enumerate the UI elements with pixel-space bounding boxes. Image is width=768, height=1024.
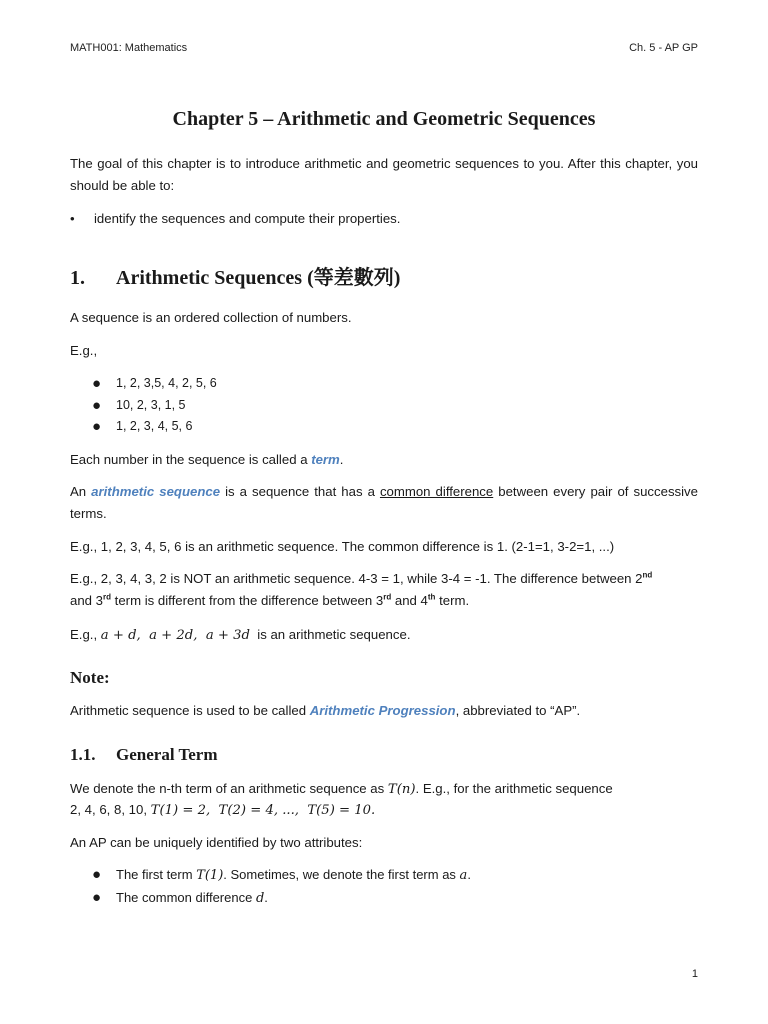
example-2: [70, 568, 698, 612]
list-item: [70, 416, 698, 438]
text-span: , abbreviated to “AP”.: [455, 703, 581, 718]
underlined-term: common difference: [379, 484, 494, 499]
text-span: term is different from the difference between 3: [111, 593, 384, 608]
list-item-text: 1, 2, 3,5, 4, 2, 5, 6: [116, 376, 217, 390]
page-title: Chapter 5 – Arithmetic and Geometric Sequences: [172, 108, 596, 130]
text-span: .: [264, 890, 268, 905]
list-item: [70, 864, 698, 887]
text-span: .: [467, 867, 471, 882]
bullet-icon: ●: [92, 866, 102, 883]
note-text: [70, 700, 698, 722]
text-span: An: [70, 484, 92, 499]
section-title: Arithmetic Sequences (等差數列): [116, 267, 401, 289]
text-span: . Sometimes, we denote the first term as: [223, 867, 460, 882]
text-span: Arithmetic sequence is used to be called: [70, 703, 310, 718]
text-span: E.g., 2, 3, 4, 3, 2 is NOT an arithmetic sequence. 4-3 = 1, while 3-4 = -1. The difference between 2: [70, 571, 643, 586]
math-expression: T(1): [196, 868, 224, 883]
sequence-definition: A sequence is an ordered collection of numbers.: [70, 310, 352, 325]
term-highlight: Arithmetic Progression: [309, 703, 456, 718]
text-span: . E.g., for the arithmetic sequence: [415, 781, 613, 796]
text-span: We denote the n-th term of an arithmetic sequence as: [70, 781, 388, 796]
eg-label: E.g.,: [70, 343, 98, 358]
text-span: E.g.,: [70, 627, 101, 642]
general-term-line-1: [70, 778, 698, 801]
term-highlight: term: [311, 452, 340, 467]
section-title: General Term: [116, 745, 218, 764]
header-chapter-ref: Ch. 5 - AP GP: [629, 42, 698, 54]
term-sentence: [70, 449, 698, 471]
example-sequence-list: [70, 373, 698, 438]
intro-bullet: [70, 208, 698, 230]
text-span: .: [339, 452, 344, 467]
section-number: 1.1.: [70, 745, 96, 764]
text-span: 2, 4, 6, 8, 10,: [70, 802, 151, 817]
example-1: E.g., 1, 2, 3, 4, 5, 6 is an arithmetic sequence. The common difference is 1. (2-1=1, 3-2=1, ...): [70, 539, 615, 554]
superscript: th: [427, 592, 436, 602]
section-number: 1.: [70, 267, 85, 289]
math-expression: d: [255, 891, 265, 906]
text-span: The first term: [116, 867, 197, 882]
text-span: The common difference: [116, 890, 256, 905]
math-expression: T(n): [387, 782, 416, 797]
section-1-1-heading: [70, 745, 698, 765]
bullet-icon: •: [70, 211, 75, 226]
attributes-list: [70, 864, 698, 910]
bullet-icon: ●: [92, 418, 102, 435]
intro-paragraph: The goal of this chapter is to introduce arithmetic and geometric sequences to you. After this chapter, you should be able to:: [70, 156, 698, 193]
intro-bullet-text: identify the sequences and compute their properties.: [94, 211, 401, 226]
attributes-intro: An AP can be uniquely identified by two attributes:: [70, 835, 363, 850]
text-span: is an arithmetic sequence.: [249, 627, 411, 642]
text-span: term.: [435, 593, 470, 608]
text-span: and 4: [391, 593, 428, 608]
text-span: between every pair of successive terms.: [70, 484, 698, 521]
list-item-text: 1, 2, 3, 4, 5, 6: [116, 419, 193, 433]
text-span: Each number in the sequence is called a: [70, 452, 312, 467]
bullet-icon: ●: [92, 889, 102, 906]
example-3: [70, 624, 698, 647]
bullet-icon: ●: [92, 396, 102, 414]
bullet-icon: ●: [92, 375, 102, 392]
superscript: nd: [642, 570, 653, 580]
general-term-line-2: [70, 799, 698, 822]
text-span: and 3: [70, 593, 104, 608]
text-span: is a sequence that has a: [220, 484, 380, 499]
note-heading: Note:: [70, 668, 110, 687]
list-item: [70, 887, 698, 910]
page-number: 1: [691, 968, 698, 980]
superscript: rd: [383, 592, 392, 602]
math-expression: T(1) = 2, T(2) = 4, ..., T(5) = 10.: [150, 803, 376, 818]
list-item: [70, 373, 698, 395]
list-item-text: 10, 2, 3, 1, 5: [116, 397, 186, 412]
math-expression: a: [459, 868, 468, 883]
list-item: [70, 395, 698, 417]
header-course: MATH001: Mathematics: [70, 42, 188, 54]
term-highlight: arithmetic sequence: [91, 484, 221, 499]
math-expression: a + d, a + 2d, a + 3d: [100, 628, 250, 643]
section-1-heading: [70, 261, 698, 290]
ap-definition: [70, 481, 698, 525]
superscript: rd: [103, 592, 112, 602]
